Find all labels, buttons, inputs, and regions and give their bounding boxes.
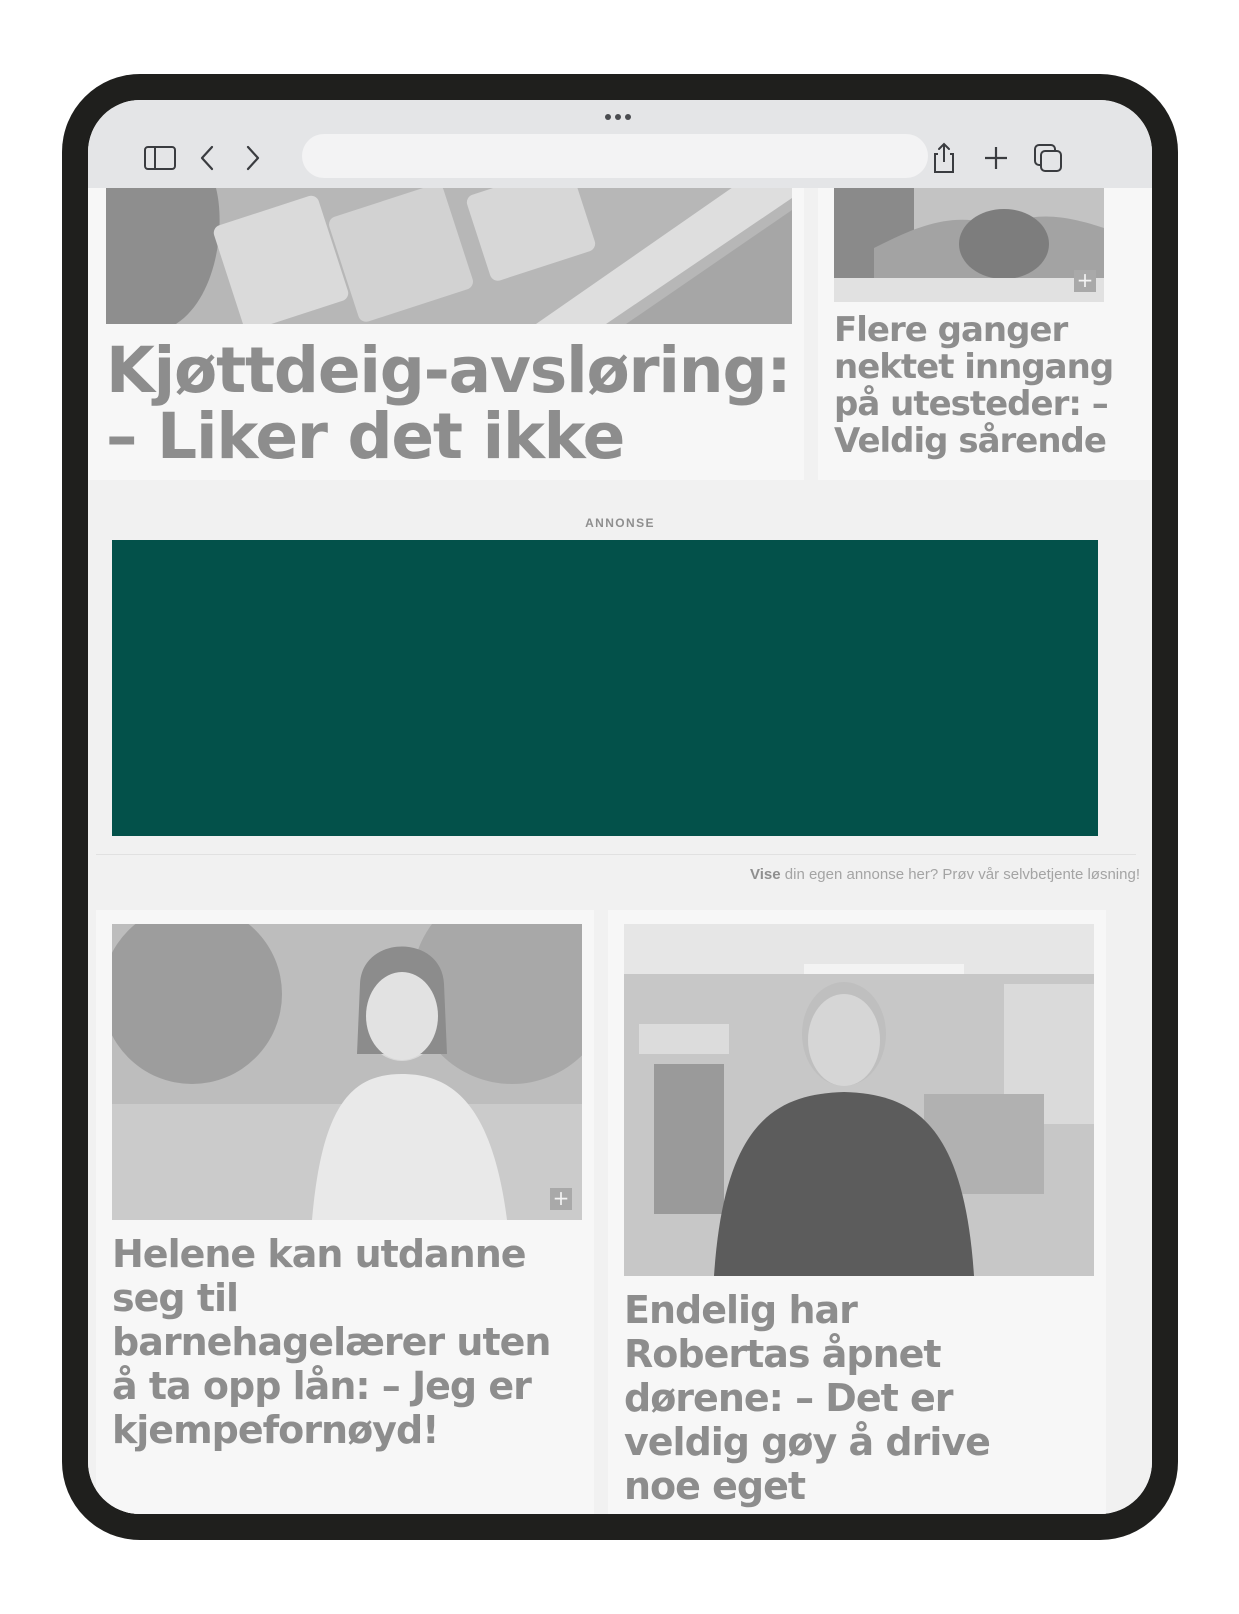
ad-self-service-link[interactable]	[750, 866, 1140, 883]
tablet-frame	[62, 74, 1178, 1540]
sidebar-icon[interactable]	[142, 140, 178, 176]
chevron-left-icon[interactable]	[190, 140, 226, 176]
plus-icon: +	[550, 1188, 572, 1210]
article-card-bottom-right[interactable]	[608, 910, 1106, 1514]
article-image[interactable]	[112, 924, 582, 1220]
tablet-screen	[88, 100, 1152, 1514]
browser-toolbar	[88, 100, 1152, 188]
chevron-right-icon[interactable]	[234, 140, 270, 176]
web-page	[88, 188, 1152, 1514]
article-card-bottom-left[interactable]	[96, 910, 594, 1514]
headline-side[interactable]: Flere ganger nektet inngang på utesteder: – Veldig sårende	[834, 310, 1114, 461]
plus-icon: +	[1074, 270, 1096, 292]
article-card-side[interactable]	[818, 188, 1152, 480]
ad-label: ANNONSE	[585, 516, 655, 530]
article-image[interactable]	[834, 188, 1104, 302]
plus-icon[interactable]	[978, 140, 1014, 176]
article-image[interactable]	[624, 924, 1094, 1276]
headline-bottom-right[interactable]: Endelig har Robertas åpnet dørene: – Det er veldig gøy å drive noe eget	[624, 1288, 990, 1508]
ad-note-bold: Vise	[750, 866, 781, 883]
article-card-main[interactable]	[88, 188, 804, 480]
ad-banner[interactable]	[112, 540, 1098, 836]
divider	[96, 854, 1136, 855]
ad-note-text: din egen annonse her? Prøv vår selvbetjente løsning!	[780, 866, 1140, 883]
tabs-icon[interactable]	[1030, 140, 1066, 176]
ellipsis-icon[interactable]	[605, 114, 631, 120]
article-image[interactable]	[106, 188, 792, 324]
address-bar[interactable]	[302, 134, 928, 178]
headline-main[interactable]: Kjøttdeig-avsløring: – Liker det ikke	[106, 334, 791, 473]
share-icon[interactable]	[926, 140, 962, 176]
headline-bottom-left[interactable]: Helene kan utdanne seg til barnehagelærer uten å ta opp lån: – Jeg er kjempefornøyd!	[112, 1232, 551, 1452]
